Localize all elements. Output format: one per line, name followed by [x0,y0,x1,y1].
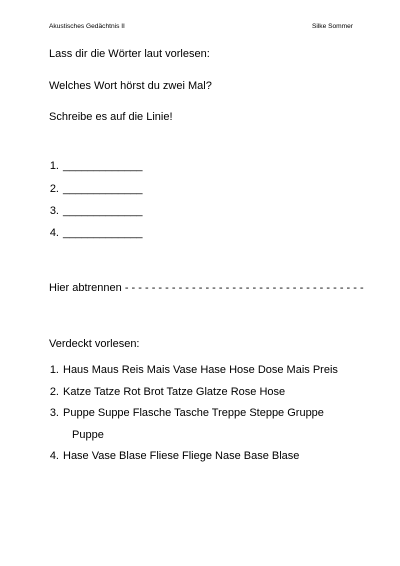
word-list-number: 2. [49,386,59,398]
instruction-read-aloud: Lass dir die Wörter laut vorlesen: [49,48,210,60]
word-list-text: Hase Vase Blase Fliese Fliege Nase Base Blase [63,450,300,462]
answer-number: 1. [49,160,59,172]
read-aloud-heading: Verdeckt vorlesen: [49,338,140,350]
word-list-continuation: Puppe [72,429,104,441]
instruction-write-line: Schreibe es auf die Linie! [49,111,173,123]
word-list-text: Haus Maus Reis Mais Vase Hase Hose Dose Mais Preis [63,364,338,376]
word-list-item [49,364,338,376]
header-title: Akustisches Gedächtnis II [49,23,125,30]
answer-number: 4. [49,227,59,239]
answer-line-item [49,205,143,217]
word-list-item [49,450,299,462]
answer-line-item [49,183,143,195]
word-list-item [49,386,285,398]
answer-blank: _____________ [63,227,143,239]
word-list-text: Puppe Suppe Flasche Tasche Treppe Steppe Gruppe [63,407,324,419]
answer-line-item [49,227,143,239]
cut-line: Hier abtrennen - - - - - - - - - - - - - - - - - - - - - - - - - - - - - - - - - - - - [49,282,364,294]
word-list-number: 4. [49,450,59,462]
answer-blank: _____________ [63,160,143,172]
word-list-number: 3. [49,407,59,419]
answer-line-item [49,160,143,172]
answer-number: 2. [49,183,59,195]
answer-blank: _____________ [63,205,143,217]
header-author: Silke Sommer [311,23,353,30]
word-list-item [49,407,324,419]
word-list-number: 1. [49,364,59,376]
answer-blank: _____________ [63,183,143,195]
word-list-text: Katze Tatze Rot Brot Tatze Glatze Rose Hose [63,386,286,398]
answer-number: 3. [49,205,59,217]
instruction-which-word: Welches Wort hörst du zwei Mal? [49,80,212,92]
